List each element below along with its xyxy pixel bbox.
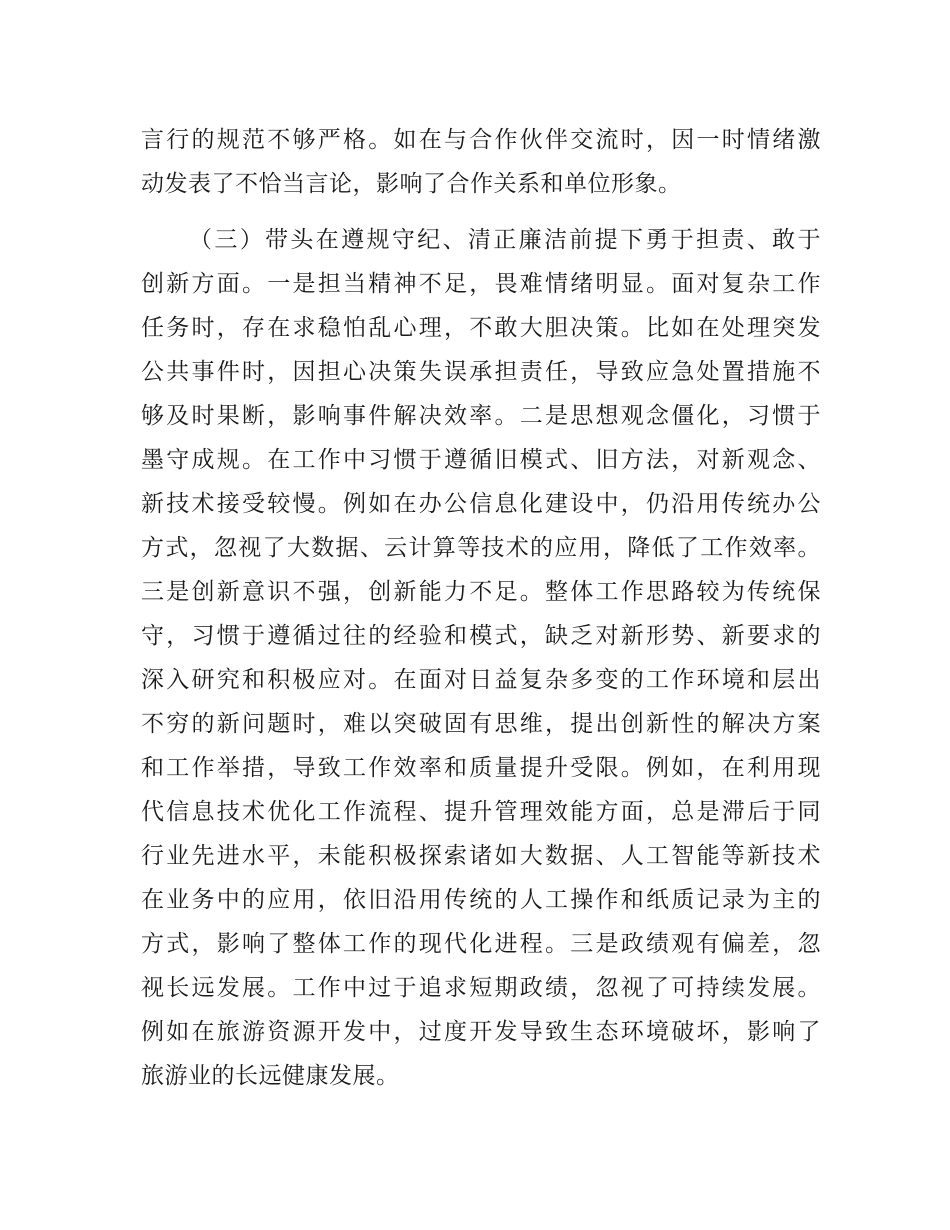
text-line: 例如在旅游资源开发中，过度开发导致生态环境破坏，影响了 [141, 1019, 821, 1045]
text-line: 创新方面。一是担当精神不足，畏难情绪明显。面对复杂工作 [141, 271, 821, 297]
text-line: 动发表了不恰当言论，影响了合作关系和单位形象。 [141, 171, 682, 197]
text-line: 够及时果断，影响事件解决效率。二是思想观念僵化，习惯于 [141, 403, 821, 429]
text-line: 行业先进水平，未能积极探索诸如大数据、人工智能等新技术 [141, 843, 821, 869]
text-line: 守，习惯于遵循过往的经验和模式，缺乏对新形势、新要求的 [141, 623, 821, 649]
text-line: 视长远发展。工作中过于追求短期政绩，忽视了可持续发展。 [141, 975, 821, 1001]
text-line: 旅游业的长远健康发展。 [141, 1063, 400, 1089]
text-line: 和工作举措，导致工作效率和质量提升受限。例如，在利用现 [141, 755, 821, 781]
text-line: 方式，影响了整体工作的现代化进程。三是政绩观有偏差，忽 [141, 931, 821, 957]
text-line: 在业务中的应用，依旧沿用传统的人工操作和纸质记录为主的 [141, 887, 821, 913]
text-line: 墨守成规。在工作中习惯于遵循旧模式、旧方法，对新观念、 [141, 447, 821, 473]
text-line: 深入研究和积极应对。在面对日益复杂多变的工作环境和层出 [141, 667, 821, 693]
text-line: 不穷的新问题时，难以突破固有思维，提出创新性的解决方案 [141, 711, 821, 737]
text-line: 言行的规范不够严格。如在与合作伙伴交流时，因一时情绪激 [141, 127, 821, 153]
text-line: 公共事件时，因担心决策失误承担责任，导致应急处置措施不 [141, 359, 821, 385]
text-line: 新技术接受较慢。例如在办公信息化建设中，仍沿用传统办公 [141, 491, 821, 517]
paragraph-2 [141, 218, 821, 1098]
document-body [141, 118, 821, 1098]
text-line: 三是创新意识不强，创新能力不足。整体工作思路较为传统保 [141, 579, 821, 605]
text-line: 方式，忽视了大数据、云计算等技术的应用，降低了工作效率。 [141, 535, 821, 561]
text-line: （三）带头在遵规守纪、清正廉洁前提下勇于担责、敢于 [189, 227, 821, 253]
text-line: 代信息技术优化工作流程、提升管理效能方面，总是滞后于同 [141, 799, 821, 825]
paragraph-1 [141, 118, 821, 206]
text-line: 任务时，存在求稳怕乱心理，不敢大胆决策。比如在处理突发 [141, 315, 821, 341]
